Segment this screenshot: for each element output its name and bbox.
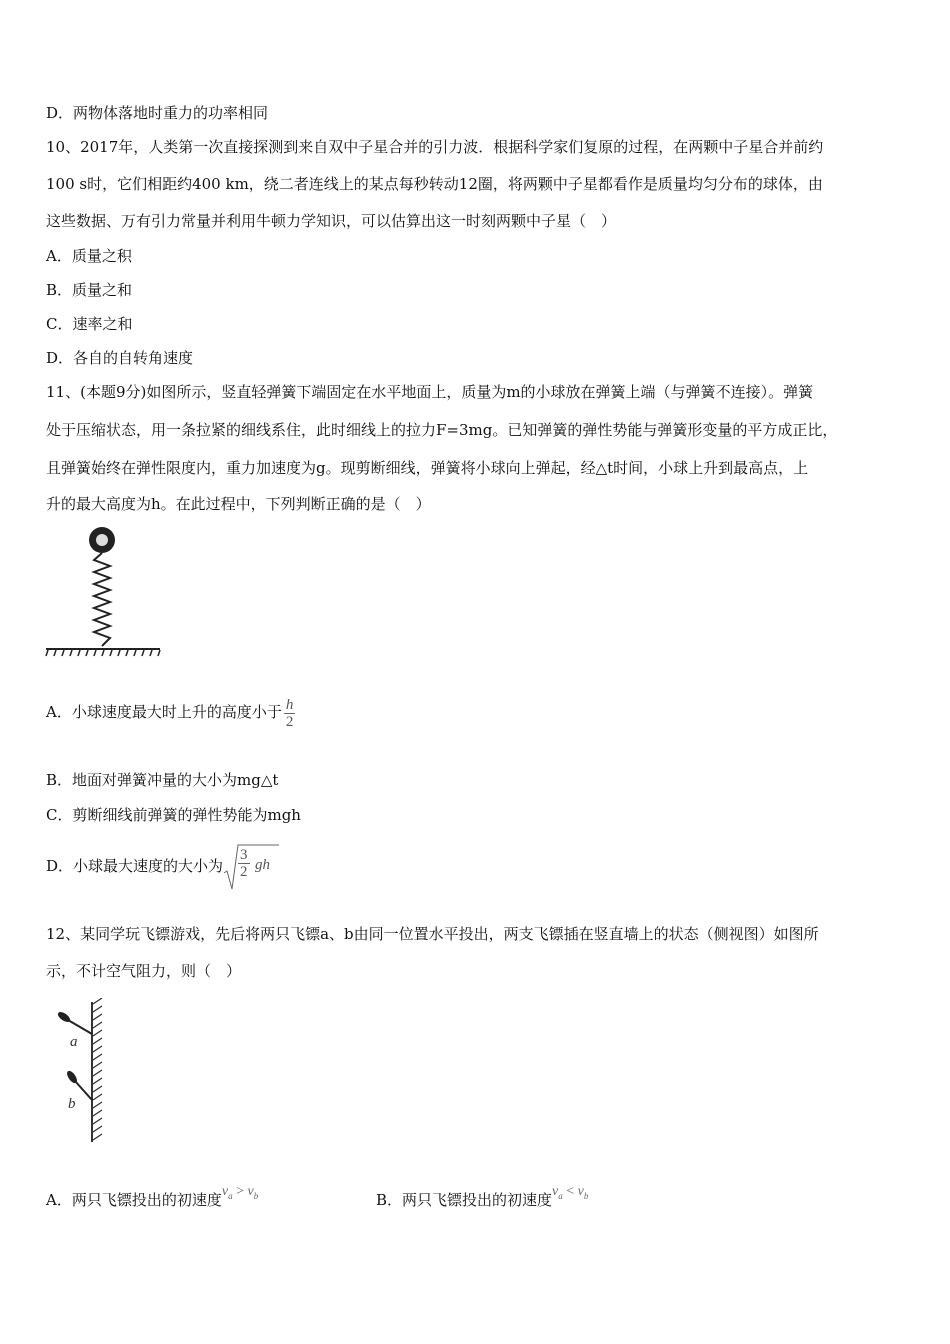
q12-option-b-inequality: $v_a < v_b$ <box>552 1184 589 1201</box>
dart-a-label: a <box>70 1034 78 1050</box>
q10-stem-line2: 100 s时，它们相距约400 km，绕二者连线上的某点每秒转动12圈，将两颗中子星都看作是质量均匀分布的球体，由 <box>46 175 823 193</box>
fraction-h-over-2: $\frac{h}{2}$ <box>285 696 294 730</box>
dart-b-label: b <box>68 1096 76 1112</box>
q12-stem-line1: 12、某同学玩飞镖游戏，先后将两只飞镖a、b由同一位置水平投出，两支飞镖插在竖直墙上的状态（侧视图）如图所 <box>46 925 819 943</box>
spring-coil <box>94 553 110 646</box>
dart-a <box>56 1010 92 1034</box>
q12-option-b-text: B．两只飞镖投出的初速度 <box>376 1191 553 1209</box>
q12-option-a-text: A．两只飞镖投出的初速度 <box>46 1191 222 1209</box>
q11-option-a-text: A．小球速度最大时上升的高度小于 <box>46 703 282 721</box>
q10-option-c: C．速率之和 <box>46 315 133 333</box>
sqrt-sign-icon <box>223 843 281 891</box>
q11-stem-line3: 且弹簧始终在弹性限度内，重力加速度为g。现剪断细线，弹簧将小球向上弹起，经△t时间，小球上升到最高点，上 <box>46 459 809 477</box>
q12-option-b <box>376 1184 589 1216</box>
sqrt-expression <box>223 843 281 891</box>
q9-option-d: D．两物体落地时重力的功率相同 <box>46 104 269 122</box>
gh-term: gh <box>255 857 271 873</box>
q11-stem-line1: 11、(本题9分)如图所示，竖直轻弹簧下端固定在水平地面上，质量为m的小球放在弹簧上端（与弹簧不连接）。弹簧 <box>46 383 814 401</box>
spring-ball-figure <box>44 524 162 660</box>
q10-option-d: D．各自的自转角速度 <box>46 349 194 367</box>
q10-stem-line1: 10、2017年，人类第一次直接探测到来自双中子星合并的引力波．根据科学家们复原的过程，在两颗中子星合并前约 <box>46 138 824 156</box>
q11-option-b: B．地面对弹簧冲量的大小为mg△t <box>46 771 279 789</box>
q10-option-b: B．质量之和 <box>46 281 133 299</box>
q11-option-d-text: D．小球最大速度的大小为 <box>46 857 224 875</box>
q11-option-d <box>46 838 281 894</box>
q12-option-a <box>46 1184 259 1216</box>
q11-stem-line2: 处于压缩状态，用一条拉紧的细线系住，此时细线上的拉力F=3mg。已知弹簧的弹性势能与弹簧形变量的平方成正比， <box>46 421 838 439</box>
q11-option-c: C．剪断细线前弹簧的弹性势能为mgh <box>46 806 301 824</box>
q10-stem-line3: 这些数据、万有引力常量并利用牛顿力学知识，可以估算出这一时刻两颗中子星（ ） <box>46 212 617 230</box>
q12-stem-line2: 示，不计空气阻力，则（ ） <box>46 962 242 980</box>
q10-option-a: A．质量之积 <box>46 247 132 265</box>
fraction-3-over-2: $\frac{3}{2}$ <box>240 847 248 880</box>
q11-option-a <box>46 686 295 738</box>
darts-wall-figure <box>44 998 114 1146</box>
q11-stem-line4: 升的最大高度为h。在此过程中，下列判断正确的是（ ） <box>46 495 431 513</box>
q12-option-a-inequality: $v_a > v_b$ <box>221 1184 259 1201</box>
